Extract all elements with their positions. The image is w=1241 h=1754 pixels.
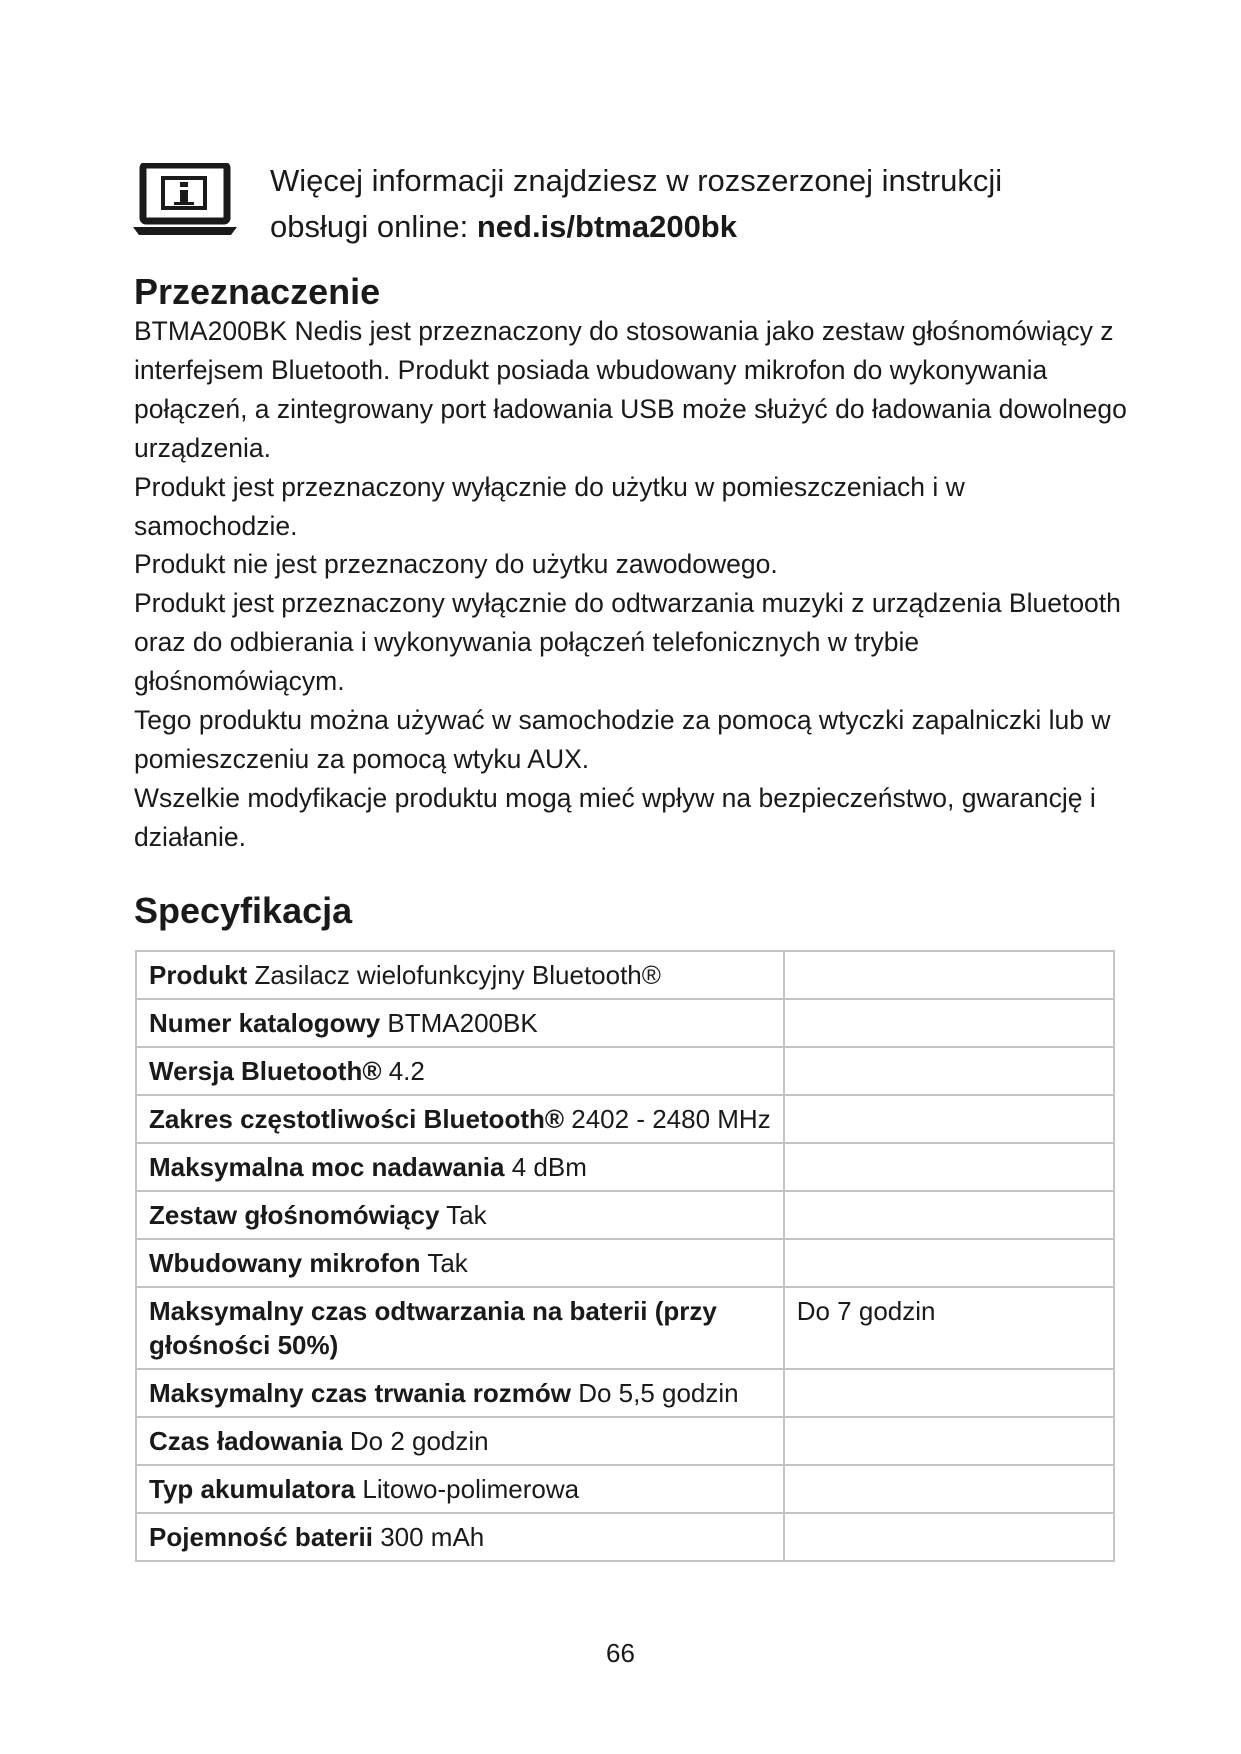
spec-cell [136, 999, 784, 1047]
spec-value: Do 7 godzin [796, 1296, 936, 1326]
purpose-paragraph: Wszelkie modyfikacje produktu mogą mieć wpływ na bezpieczeństwo, gwarancję i działanie. [134, 782, 1096, 852]
spec-value-cell [784, 1287, 1114, 1369]
spec-label: Numer katalogowy [149, 1008, 381, 1038]
spec-cell [136, 1143, 784, 1191]
spec-label: Maksymalna moc nadawania [149, 1152, 505, 1182]
table-row [136, 1047, 1114, 1095]
spec-label: Typ akumulatora [149, 1474, 356, 1504]
table-row [136, 951, 1114, 999]
spec-heading: Specyfikacja [134, 890, 353, 931]
spec-cell [136, 1047, 784, 1095]
spec-cell-empty [784, 1047, 1114, 1095]
spec-cell [136, 951, 784, 999]
spec-value: BTMA200BK [387, 1008, 538, 1038]
spec-cell [136, 1239, 784, 1287]
spec-value: Litowo-polimerowa [362, 1474, 580, 1504]
spec-label: Wbudowany mikrofon [149, 1248, 421, 1278]
spec-label: Wersja Bluetooth® [149, 1056, 382, 1086]
spec-cell-empty [784, 1369, 1114, 1417]
spec-cell [136, 1095, 784, 1143]
spec-value: 300 mAh [380, 1522, 485, 1552]
spec-cell-empty [784, 1191, 1114, 1239]
spec-value: Do 5,5 godzin [578, 1378, 739, 1408]
spec-label: Maksymalny czas odtwarzania na baterii (przy głośności 50%) [149, 1296, 717, 1360]
spec-value: 2402 - 2480 MHz [571, 1104, 771, 1134]
spec-cell-empty [784, 1095, 1114, 1143]
spec-value: 4.2 [388, 1056, 425, 1086]
spec-label: Produkt [149, 960, 248, 990]
purpose-paragraph: Produkt jest przeznaczony wyłącznie do odtwarzania muzyki z urządzenia Bluetooth oraz do odbierania i wykonywania połączeń telefonicznych w trybie głośnomówiącym. [134, 588, 1121, 697]
manual-url-link[interactable]: ned.is/btma200bk [476, 209, 737, 244]
spec-table [135, 950, 1115, 1562]
laptop-info-icon [133, 163, 237, 239]
spec-cell [136, 1513, 784, 1561]
spec-label: Zakres częstotliwości Bluetooth® [149, 1104, 565, 1134]
spec-label: Zestaw głośnomówiący [149, 1200, 440, 1230]
spec-cell-empty [784, 999, 1114, 1047]
info-line-2-prefix: obsługi online: [270, 209, 477, 244]
spec-value: Tak [427, 1248, 468, 1278]
purpose-paragraph: BTMA200BK Nedis jest przeznaczony do stosowania jako zestaw głośnomówiący z interfejsem Bluetooth. Produkt posiada wbudowany mikrofon do wykonywania połączeń, a zintegrowany port ładowania USB może służyć do ładowania dowolnego urządzenia. [134, 316, 1127, 463]
spec-label-cell [136, 1287, 784, 1369]
spec-cell-empty [784, 1513, 1114, 1561]
spec-cell-empty [784, 1465, 1114, 1513]
spec-label: Maksymalny czas trwania rozmów [149, 1378, 571, 1408]
spec-cell [136, 1369, 784, 1417]
table-row [136, 1287, 1114, 1369]
table-row [136, 1239, 1114, 1287]
spec-label: Pojemność baterii [149, 1522, 373, 1552]
table-row [136, 1191, 1114, 1239]
table-row [136, 1465, 1114, 1513]
table-row [136, 1143, 1114, 1191]
spec-value: Zasilacz wielofunkcyjny Bluetooth® [254, 960, 661, 990]
spec-cell [136, 1465, 784, 1513]
spec-value: Tak [446, 1200, 487, 1230]
page-number: 66 [606, 1638, 635, 1668]
info-line-2 [270, 204, 1150, 250]
purpose-heading: Przeznaczenie [134, 271, 381, 312]
spec-value: 4 dBm [511, 1152, 587, 1182]
spec-cell [136, 1191, 784, 1239]
purpose-paragraph: Tego produktu można używać w samochodzie za pomocą wtyczki zapalniczki lub w pomieszczeniu za pomocą wtyku AUX. [134, 705, 1111, 774]
spec-cell-empty [784, 951, 1114, 999]
purpose-paragraph: Produkt nie jest przeznaczony do użytku zawodowego. [134, 549, 778, 580]
table-row [136, 1513, 1114, 1561]
spec-cell-empty [784, 1239, 1114, 1287]
spec-cell-empty [784, 1143, 1114, 1191]
table-row [136, 1095, 1114, 1143]
spec-value: Do 2 godzin [349, 1426, 489, 1456]
table-row [136, 999, 1114, 1047]
info-line-1: Więcej informacji znajdziesz w rozszerzonej instrukcji [270, 163, 1003, 198]
spec-cell-empty [784, 1417, 1114, 1465]
spec-cell [136, 1417, 784, 1465]
table-row [136, 1369, 1114, 1417]
purpose-paragraph: Produkt jest przeznaczony wyłącznie do użytku w pomieszczeniach i w samochodzie. [134, 471, 965, 541]
table-row [136, 1417, 1114, 1465]
purpose-body [134, 312, 1134, 857]
spec-label: Czas ładowania [149, 1426, 343, 1456]
online-manual-note [270, 158, 1150, 250]
